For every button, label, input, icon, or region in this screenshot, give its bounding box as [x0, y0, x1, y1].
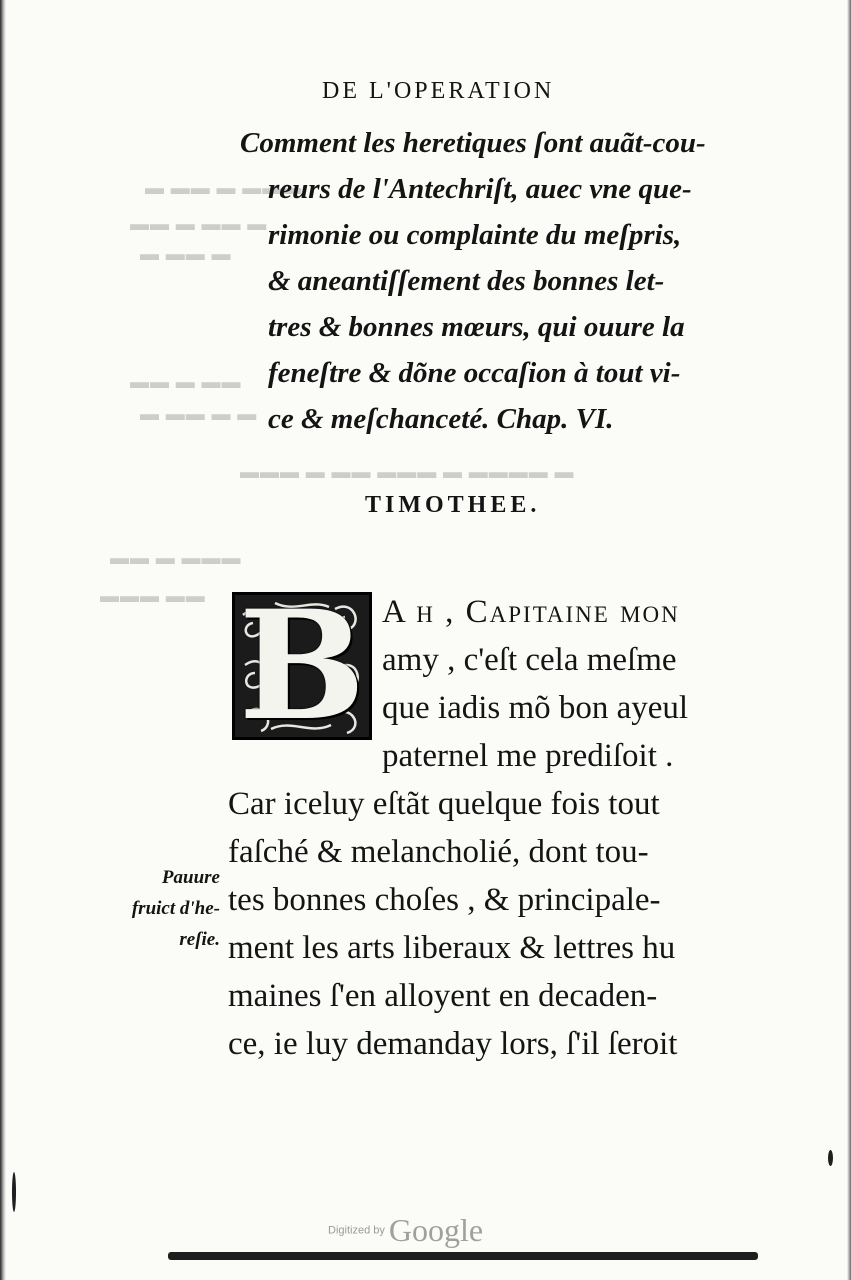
running-head: DE L'OPERATION [322, 78, 555, 104]
bleed-through-marks: ▬▬ ▬ ▬▬ [130, 372, 242, 393]
bleed-through-marks: ▬▬ ▬ ▬▬ ▬ [130, 214, 268, 235]
bleed-through-marks: ▬▬▬ ▬▬ [100, 586, 206, 607]
speaker-heading: TIMOTHEE. [365, 492, 541, 518]
watermark-prefix: Digitized by [328, 1224, 385, 1237]
chapter-title-line: Comment les heretiques ſont auãt-cou- [240, 127, 706, 159]
bleed-through-marks: ▬ ▬▬ ▬ [140, 244, 232, 265]
chapter-title-line: feneſtre & dõne occaſion à tout vi- [268, 357, 681, 389]
body-line: que iadis mõ bon ayeul [382, 690, 689, 726]
body-line: maines ſ'en alloyent en decaden- [228, 978, 658, 1014]
margin-note-line: reſie. [179, 929, 220, 950]
page-edge-left [0, 0, 6, 1280]
body-line: paternel me prediſoit . [382, 738, 674, 774]
ink-speck [828, 1150, 833, 1166]
body-line: ment les arts liberaux & lettres hu [228, 930, 676, 966]
ink-speck [12, 1172, 16, 1212]
body-line-text: A h , Capitaine mon [382, 594, 680, 630]
drop-cap-letter: B [238, 592, 366, 740]
body-line: Car iceluy eſtãt quelque fois tout [228, 786, 660, 822]
digitized-watermark [328, 1212, 483, 1249]
chapter-title [240, 120, 760, 442]
margin-note-line: Pauure [161, 867, 220, 888]
body-line: ce, ie luy demanday lors, ſ'il ſeroit [228, 1026, 678, 1062]
chapter-title-line: tres & bonnes mœurs, qui ouure la [268, 311, 685, 343]
body-line: tes bonnes choſes , & principale- [228, 882, 661, 918]
body-line: faſché & melancholié, dont tou- [228, 834, 649, 870]
chapter-title-line: ce & meſchanceté. Chap. VI. [268, 403, 614, 435]
body-line: amy , c'eſt cela meſme [382, 642, 677, 678]
body-text [228, 588, 748, 1068]
chapter-title-line: & aneantiſſement des bonnes let- [268, 265, 665, 297]
bleed-through-marks: ▬ ▬▬ ▬ ▬ [140, 404, 258, 425]
bleed-through-marks: ▬▬ ▬ ▬▬▬ [110, 548, 242, 569]
body-line [228, 588, 748, 636]
margin-note [120, 862, 220, 955]
bleed-through-marks: ▬ ▬▬ ▬ ▬▬▬ [145, 178, 303, 199]
chapter-title-line: rimonie ou complainte du meſpris, [268, 219, 682, 251]
bottom-scan-edge [168, 1252, 758, 1260]
google-logo: Google [388, 1212, 484, 1248]
chapter-title-line: reurs de l'Antechriſt, auec vne que- [268, 173, 692, 205]
bleed-through-marks: ▬▬▬ ▬ ▬▬ ▬▬▬ ▬ ▬▬▬▬ ▬ [240, 462, 575, 483]
page-edge-right [847, 0, 851, 1280]
margin-note-line: fruict d'he- [131, 898, 220, 919]
